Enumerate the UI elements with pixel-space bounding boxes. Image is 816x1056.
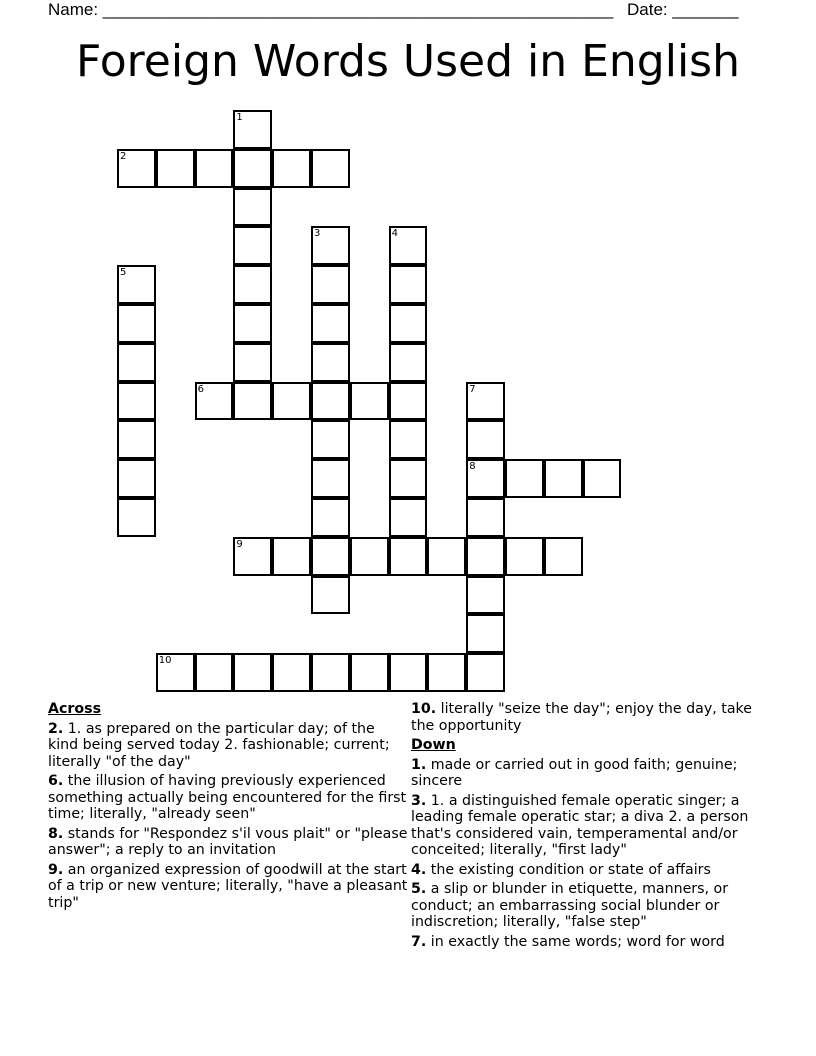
clue-down-5: [411, 881, 763, 931]
grid-cell[interactable]: [505, 459, 544, 498]
grid-cell[interactable]: [233, 537, 272, 576]
grid-cell[interactable]: [117, 382, 156, 421]
cell-number: 9: [236, 538, 243, 550]
clue-across-9: [48, 862, 408, 912]
clue-text: 1. as prepared on the particular day; of the kind being served today 2. fashionable; current; literally "of the day": [48, 720, 390, 770]
grid-cell[interactable]: [233, 653, 272, 692]
clue-across-6: [48, 773, 408, 823]
cell-number: 8: [469, 461, 476, 473]
grid-cell[interactable]: [117, 343, 156, 382]
clue-number: 5.: [411, 881, 427, 897]
clue-text: a slip or blunder in etiquette, manners, or conduct; an embarrassing social blunder or indiscretion; literally, "false step": [411, 881, 729, 930]
grid-cell[interactable]: [505, 537, 544, 576]
clue-down-7: [411, 934, 763, 951]
grid-cell[interactable]: [195, 149, 234, 188]
grid-cell[interactable]: [156, 653, 195, 692]
grid-cell[interactable]: [156, 149, 195, 188]
grid-cell[interactable]: [233, 343, 272, 382]
page-title: Foreign Words Used in English: [76, 36, 740, 87]
grid-cell[interactable]: [389, 343, 428, 382]
clue-text: an organized expression of goodwill at the start of a trip or new venture; literally, "have a pleasant trip": [48, 861, 408, 911]
cell-number: 4: [391, 228, 398, 240]
cell-number: 5: [120, 267, 127, 279]
clue-text: the illusion of having previously experienced something actually being encountered for the first time; literally, "already seen": [48, 773, 407, 822]
grid-cell[interactable]: [233, 226, 272, 265]
cell-number: 3: [314, 228, 321, 240]
grid-cell[interactable]: [117, 265, 156, 304]
grid-cell[interactable]: [583, 459, 622, 498]
grid-cell[interactable]: [466, 498, 505, 537]
clue-text: stands for "Respondez s'il vous plait" or "please answer"; a reply to an invitation: [48, 825, 408, 858]
clue-number: 1.: [411, 756, 427, 773]
grid-cell[interactable]: [311, 382, 350, 421]
cell-number: 6: [197, 383, 204, 395]
grid-cell[interactable]: [117, 498, 156, 537]
grid-cell[interactable]: [311, 343, 350, 382]
grid-cell[interactable]: [350, 382, 389, 421]
clue-number: 2.: [48, 720, 64, 737]
grid-cell[interactable]: [233, 304, 272, 343]
clue-across-10: [411, 701, 763, 734]
grid-cell[interactable]: [311, 149, 350, 188]
clue-number: 3.: [411, 792, 427, 809]
grid-cell[interactable]: [427, 537, 466, 576]
grid-cell[interactable]: [117, 459, 156, 498]
across-clues: [48, 701, 408, 914]
grid-cell[interactable]: [311, 459, 350, 498]
clue-number: 7.: [411, 933, 427, 950]
grid-cell[interactable]: [233, 188, 272, 227]
grid-cell[interactable]: [389, 653, 428, 692]
clue-down-1: [411, 757, 763, 790]
clue-text: made or carried out in good faith; genuine; sincere: [411, 756, 738, 789]
grid-cell[interactable]: [117, 420, 156, 459]
grid-cell[interactable]: [389, 304, 428, 343]
date-field[interactable]: Date: _______: [627, 0, 739, 19]
cell-number: 1: [236, 112, 243, 123]
clue-across-2: [48, 721, 408, 771]
grid-cell[interactable]: [311, 576, 350, 615]
grid-cell[interactable]: [233, 265, 272, 304]
clue-number: 8.: [48, 825, 64, 842]
cell-number: 2: [120, 150, 127, 162]
clue-text: 1. a distinguished female operatic singer; a leading female operatic star; a diva 2. a person that's considered vain, temperamental and/or conceited; literally, "first lady": [411, 792, 749, 858]
grid-cell[interactable]: [389, 382, 428, 421]
clue-number: 9.: [48, 861, 64, 878]
grid-cell[interactable]: [272, 537, 311, 576]
grid-cell[interactable]: [272, 653, 311, 692]
clue-number: 6.: [48, 773, 64, 789]
grid-cell[interactable]: [389, 459, 428, 498]
grid-cell[interactable]: [389, 226, 428, 265]
grid-cell[interactable]: [389, 498, 428, 537]
clue-number: 10.: [411, 701, 437, 717]
grid-cell[interactable]: [350, 653, 389, 692]
clue-text: the existing condition or state of affairs: [430, 861, 711, 878]
grid-cell[interactable]: [311, 498, 350, 537]
clue-text: in exactly the same words; word for word: [430, 933, 725, 950]
grid-cell[interactable]: [311, 420, 350, 459]
grid-cell[interactable]: [427, 653, 466, 692]
clue-down-4: [411, 862, 763, 879]
clue-down-3: [411, 793, 763, 859]
clue-number: 4.: [411, 861, 427, 878]
grid-cell[interactable]: [272, 149, 311, 188]
grid-cell[interactable]: [389, 420, 428, 459]
grid-cell[interactable]: [233, 149, 272, 188]
grid-cell[interactable]: [389, 265, 428, 304]
grid-cell[interactable]: [311, 304, 350, 343]
cell-number: 10: [158, 655, 172, 667]
grid-cell[interactable]: [466, 537, 505, 576]
grid-cell[interactable]: [311, 226, 350, 265]
grid-cell[interactable]: [350, 537, 389, 576]
grid-cell[interactable]: [233, 110, 272, 149]
grid-cell[interactable]: [466, 576, 505, 615]
grid-cell[interactable]: [311, 537, 350, 576]
grid-cell[interactable]: [311, 653, 350, 692]
down-heading: Down: [411, 737, 456, 753]
cell-number: 7: [469, 383, 476, 395]
clue-text: literally "seize the day"; enjoy the day, take the opportunity: [411, 701, 752, 734]
grid-cell[interactable]: [195, 653, 234, 692]
down-clues: [411, 701, 763, 953]
grid-cell[interactable]: [195, 382, 234, 421]
grid-cell[interactable]: [466, 420, 505, 459]
grid-cell[interactable]: [117, 304, 156, 343]
grid-cell[interactable]: [544, 459, 583, 498]
clue-across-8: [48, 826, 408, 859]
grid-cell[interactable]: [466, 653, 505, 692]
grid-cell[interactable]: [233, 382, 272, 421]
grid-cell[interactable]: [311, 265, 350, 304]
grid-cell[interactable]: [466, 459, 505, 498]
grid-cell[interactable]: [272, 382, 311, 421]
name-field[interactable]: Name: ______________________________________________________: [48, 0, 614, 19]
grid-cell[interactable]: [544, 537, 583, 576]
grid-cell[interactable]: [389, 537, 428, 576]
grid-cell[interactable]: [117, 149, 156, 188]
across-heading: Across: [48, 701, 102, 717]
grid-cell[interactable]: [466, 382, 505, 421]
grid-cell[interactable]: [466, 614, 505, 653]
